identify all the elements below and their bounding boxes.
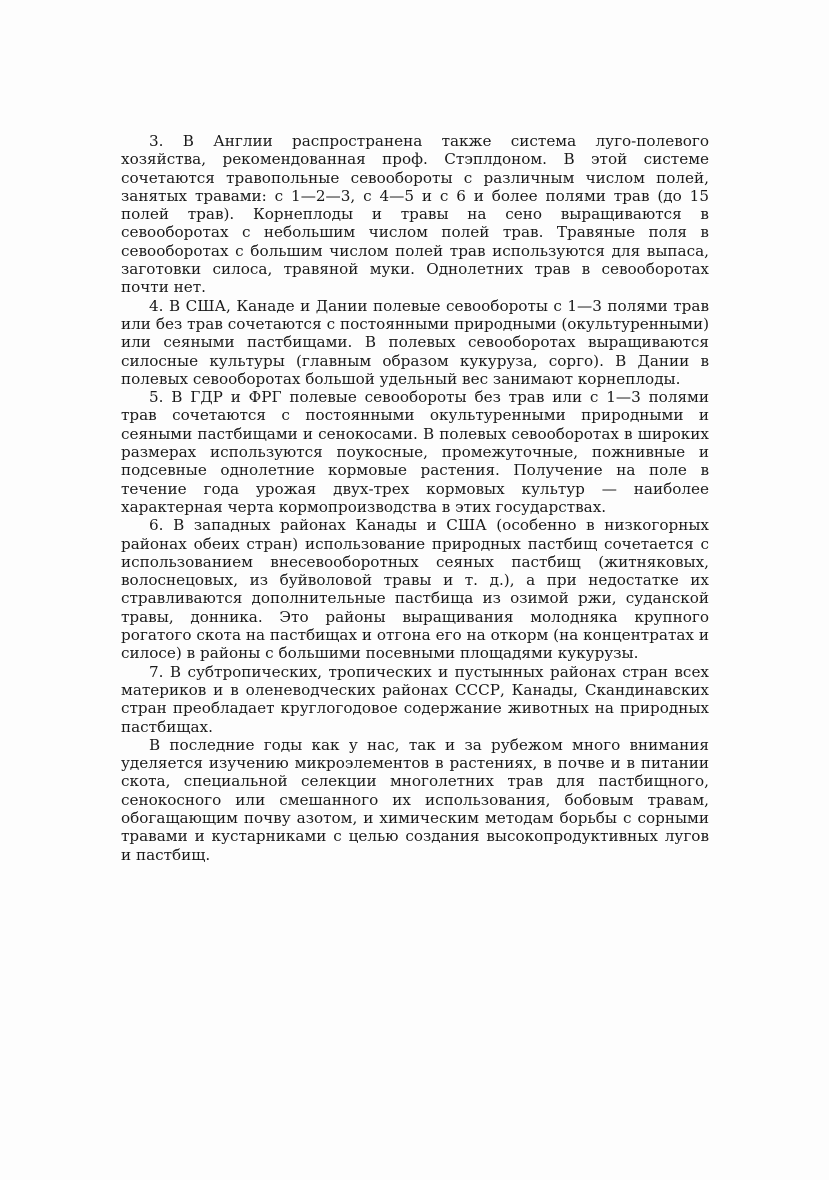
paragraph-recent-years: В последние годы как у нас, так и за рубежом много внимания уделяется изучению микроэлементов в растениях, в почве и в питании скота, специальной селекции многолетних трав для пастбищного, сенокосного или смешанного их использования, бобовым травам, обогащающим почву азотом, и химическим методам борьбы с сорными травами и кустарниками с целью создания высокопродуктивных лугов и пастбищ.: [121, 735, 709, 864]
paragraph-6-western-regions: 6. В западных районах Канады и США (особенно в низкогорных районах обеих стран) использование природных пастбищ сочетается с использованием внесевооборотных сеяных пастбищ (житняковых, волоснецовых, из буйволовой травы и т. д.), а при недостатке их стравливаются дополнительные пастбища из озимой ржи, суданской травы, донника. Это районы выращивания молодняка крупного рогатого скота на пастбищах и отгона его на откорм (на концентратах и силосе) в районы с большими посевными площадями кукурузы.: [121, 516, 709, 663]
paragraph-4-usa-canada-denmark: 4. В США, Канаде и Дании полевые севообороты с 1—3 полями трав или без трав сочетаются с постоянными природными (окультуренными) или сеяными пастбищами. В полевых севооборотах выращиваются силосные культуры (главным образом кукуруза, сорго). В Дании в полевых севооборотах большой удельный вес занимают корнеплоды.: [121, 296, 709, 388]
paragraph-3-england: 3. В Англии распространена также система луго-полевого хозяйства, рекомендованная проф. Стэплдоном. В этой системе сочетаются травопольные севообороты с различным числом полей, занятых травами: с 1—2—3, с 4—5 и с 6 и более полями трав (до 15 полей трав). Корнеплоды и травы на сено выращиваются в севооборотах с небольшим числом полей трав. Травяные поля в севооборотах с большим числом полей трав используются для выпаса, заготовки силоса, травяной муки. Однолетних трав в севооборотах почти нет.: [121, 132, 709, 297]
body-text: [121, 132, 709, 864]
paragraph-7-subtropical-regions: 7. В субтропических, тропических и пустынных районах стран всех материков и в оленеводческих районах СССР, Канады, Скандинавских стран преобладает круглогодовое содержание животных на природных пастбищах.: [121, 662, 709, 736]
paragraph-5-gdr-frg: 5. В ГДР и ФРГ полевые севообороты без трав или с 1—3 полями трав сочетаются с постоянными окультуренными природными и сеяными пастбищами и сенокосами. В полевых севооборотах в широких размерах используются поукосные, промежуточные, пожнивные и подсевные однолетние кормовые растения. Получение на поле в течение года урожая двух-трех кормовых культур — наиболее характерная черта кормопроизводства в этих государствах.: [121, 388, 709, 516]
